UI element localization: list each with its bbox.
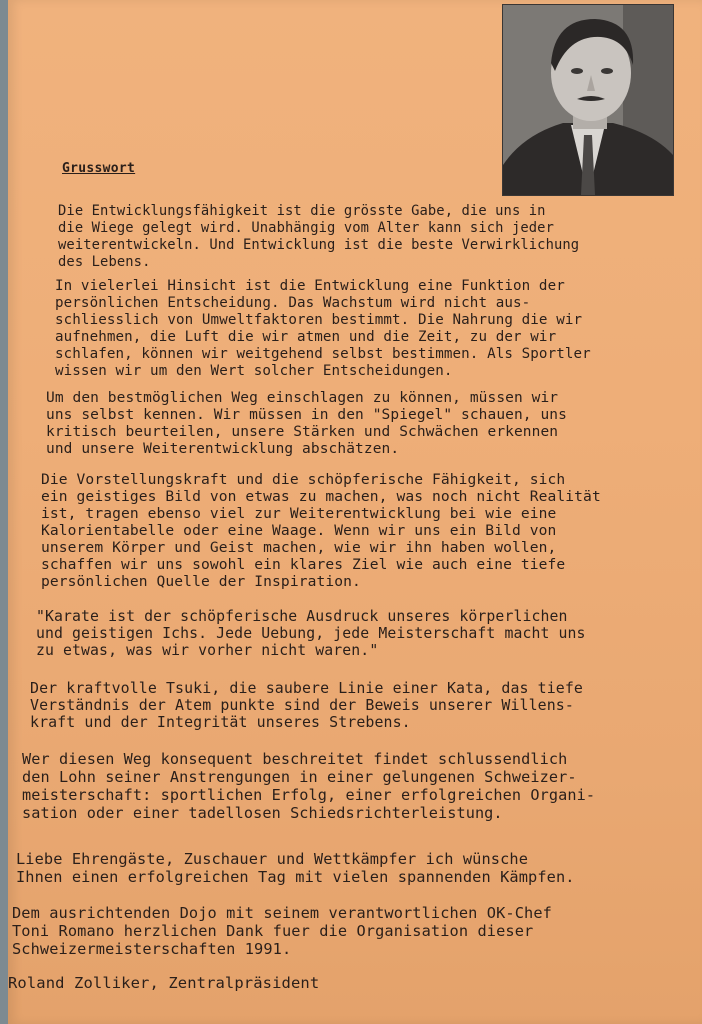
- paragraph: Die Vorstellungskraft und die schöpferische Fähigkeit, sich ein geistiges Bild von etwas zu machen, was noch nicht Realität ist, tragen ebenso viel zur Weiterentwicklung bei wie eine Kalorientabelle oder eine Waage. Wenn wir uns ein Bild von unserem Körper und Geist machen, wie wir ihn haben wollen, schaffen wir uns sowohl ein klares Ziel wie auch eine tiefe persönlichen Quelle der Inspiration.: [41, 471, 601, 590]
- paragraph: Der kraftvolle Tsuki, die saubere Linie einer Kata, das tiefe Verständnis der Atem punkte sind der Beweis unserer Willens- kraft und der Integrität unseres Strebens.: [30, 679, 583, 731]
- paragraph: Um den bestmöglichen Weg einschlagen zu können, müssen wir uns selbst kennen. Wir müssen in den "Spiegel" schauen, uns kritisch beurteilen, unsere Stärken und Schwächen erkennen und unsere Weiterentwicklung abschätzen.: [46, 390, 567, 457]
- quote-paragraph: "Karate ist der schöpferische Ausdruck unseres körperlichen und geistigen Ichs. Jede Uebung, jede Meisterschaft macht uns zu etwas, was wir vorher nicht waren.": [36, 608, 586, 659]
- signature: Roland Zolliker, Zentralpräsident: [8, 974, 320, 992]
- paragraph: Wer diesen Weg konsequent beschreitet findet schlussendlich den Lohn seiner Anstrengungen in einer gelungenen Schweizer- meisterschaft: sportlichen Erfolg, einer erfolgreichen Organi- sation oder einer tadellosen Schiedsrichterleistung.: [22, 750, 596, 822]
- page-heading: Grusswort: [62, 161, 136, 176]
- paragraph: Die Entwicklungsfähigkeit ist die grösste Gabe, die uns in die Wiege gelegt wird. Unabhängig vom Alter kann sich jeder weiterentwickeln. Und Entwicklung ist die beste Verwirklichung des Lebens.: [58, 203, 580, 270]
- paragraph: In vielerlei Hinsicht ist die Entwicklung eine Funktion der persönlichen Entscheidung. Das Wachstum wird nicht aus- schliesslich von Umweltfaktoren bestimmt. Die Nahrung die wir aufnehmen, die Luft die wir atmen und die Zeit, zu der wir schlafen, können wir weitgehend selbst bestimmen. Als Sportler wissen wir um den Wert solcher Entscheidungen.: [55, 278, 591, 379]
- paragraph: Dem ausrichtenden Dojo mit seinem verantwortlichen OK-Chef Toni Romano herzlichen Dank fuer die Organisation dieser Schweizermeisterschaften 1991.: [12, 904, 552, 958]
- paragraph: Liebe Ehrengäste, Zuschauer und Wettkämpfer ich wünsche Ihnen einen erfolgreichen Tag mit vielen spannenden Kämpfen.: [16, 850, 575, 886]
- portrait-photo: [502, 4, 674, 196]
- document-page: [8, 0, 702, 1024]
